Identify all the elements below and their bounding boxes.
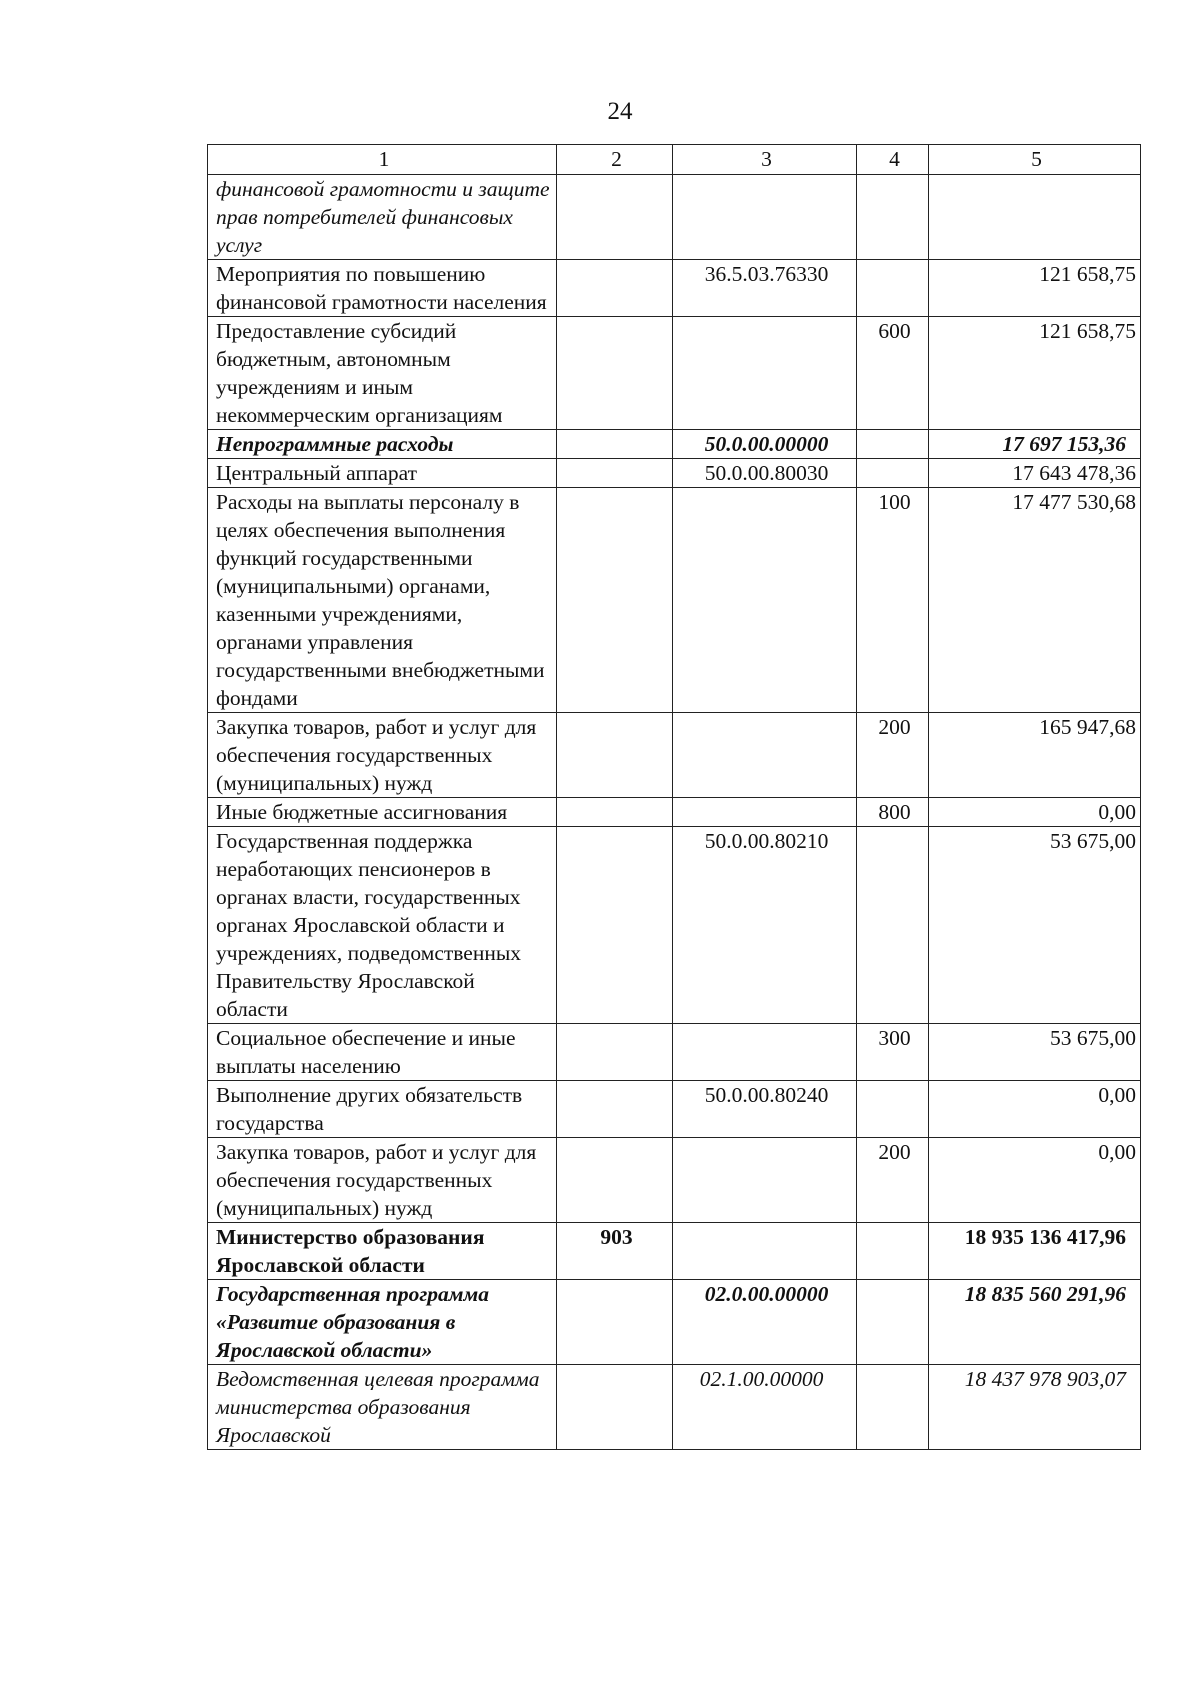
table-row [208, 459, 1141, 488]
row-code-cell [673, 317, 857, 430]
row-name-cell: Закупка товаров, работ и услуг для обеспечения государственных (муниципальных) нужд [208, 1138, 557, 1223]
row-name-cell: Иные бюджетные ассигнования [208, 798, 557, 827]
row-expense-type-cell [857, 1365, 929, 1450]
row-department-cell [557, 798, 673, 827]
row-code-cell [673, 488, 857, 713]
row-code-cell [673, 798, 857, 827]
table-row [208, 1081, 1141, 1138]
row-name-cell: Государственная поддержка неработающих пенсионеров в органах власти, государственных органах Ярославской области и учреждениях, подведомственных Правительству Ярославской области [208, 827, 557, 1024]
header-row [208, 145, 1141, 175]
row-name-cell: Расходы на выплаты персоналу в целях обеспечения выполнения функций государственными (муниципальными) органами, казенными учреждениями, органами управления государственными внебюджетными фондами [208, 488, 557, 713]
row-expense-type-cell [857, 1223, 929, 1280]
row-name-cell: Ведомственная целевая программа министерства образования Ярославской [208, 1365, 557, 1450]
row-amount-cell: 18 437 978 903,07 [929, 1365, 1141, 1450]
column-header-1: 1 [208, 145, 557, 175]
row-department-cell [557, 1365, 673, 1450]
row-name-cell: Центральный аппарат [208, 459, 557, 488]
table-body [208, 175, 1141, 1450]
row-expense-type-cell [857, 430, 929, 459]
row-code-cell: 36.5.03.76330 [673, 260, 857, 317]
row-expense-type-cell: 600 [857, 317, 929, 430]
table-row [208, 798, 1141, 827]
table-row [208, 488, 1141, 713]
column-header-5: 5 [929, 145, 1141, 175]
row-code-cell: 50.0.00.80210 [673, 827, 857, 1024]
row-expense-type-cell [857, 459, 929, 488]
row-name-cell: Выполнение других обязательств государства [208, 1081, 557, 1138]
table-row [208, 713, 1141, 798]
table-row [208, 1024, 1141, 1081]
row-department-cell [557, 260, 673, 317]
row-department-cell: 903 [557, 1223, 673, 1280]
row-name-cell: Непрограммные расходы [208, 430, 557, 459]
row-amount-cell: 17 697 153,36 [929, 430, 1141, 459]
column-header-4: 4 [857, 145, 929, 175]
row-department-cell [557, 488, 673, 713]
row-department-cell [557, 1280, 673, 1365]
row-department-cell [557, 459, 673, 488]
row-expense-type-cell [857, 260, 929, 317]
row-code-cell: 50.0.00.80240 [673, 1081, 857, 1138]
row-name-cell: Предоставление субсидий бюджетным, автономным учреждениям и иным некоммерческим организациям [208, 317, 557, 430]
table-row [208, 260, 1141, 317]
row-amount-cell: 0,00 [929, 798, 1141, 827]
table-row [208, 430, 1141, 459]
row-expense-type-cell: 300 [857, 1024, 929, 1081]
row-name-cell: Закупка товаров, работ и услуг для обеспечения государственных (муниципальных) нужд [208, 713, 557, 798]
row-department-cell [557, 1081, 673, 1138]
row-expense-type-cell [857, 175, 929, 260]
row-amount-cell: 53 675,00 [929, 827, 1141, 1024]
row-amount-cell: 18 935 136 417,96 [929, 1223, 1141, 1280]
row-amount-cell [929, 175, 1141, 260]
row-amount-cell: 18 835 560 291,96 [929, 1280, 1141, 1365]
row-amount-cell: 17 477 530,68 [929, 488, 1141, 713]
row-department-cell [557, 175, 673, 260]
row-expense-type-cell [857, 827, 929, 1024]
row-expense-type-cell [857, 1081, 929, 1138]
row-amount-cell: 0,00 [929, 1138, 1141, 1223]
row-amount-cell: 121 658,75 [929, 260, 1141, 317]
row-department-cell [557, 317, 673, 430]
row-department-cell [557, 713, 673, 798]
table-row [208, 1223, 1141, 1280]
row-code-cell [673, 1138, 857, 1223]
row-expense-type-cell: 800 [857, 798, 929, 827]
table-row [208, 827, 1141, 1024]
row-code-cell [673, 713, 857, 798]
column-header-2: 2 [557, 145, 673, 175]
table-row [208, 1365, 1141, 1450]
table-row [208, 1280, 1141, 1365]
row-expense-type-cell: 200 [857, 713, 929, 798]
row-expense-type-cell [857, 1280, 929, 1365]
row-amount-cell: 53 675,00 [929, 1024, 1141, 1081]
row-code-cell: 02.0.00.00000 [673, 1280, 857, 1365]
row-name-cell: финансовой грамотности и защите прав потребителей финансовых услуг [208, 175, 557, 260]
column-header-3: 3 [673, 145, 857, 175]
row-code-cell: 50.0.00.80030 [673, 459, 857, 488]
table-row [208, 317, 1141, 430]
row-name-cell: Министерство образования Ярославской области [208, 1223, 557, 1280]
table-row [208, 175, 1141, 260]
row-department-cell [557, 430, 673, 459]
row-department-cell [557, 827, 673, 1024]
budget-table [207, 144, 1141, 1450]
row-amount-cell: 17 643 478,36 [929, 459, 1141, 488]
row-name-cell: Государственная программа «Развитие образования в Ярославской области» [208, 1280, 557, 1365]
row-code-cell: 50.0.00.00000 [673, 430, 857, 459]
row-code-cell [673, 1024, 857, 1081]
row-department-cell [557, 1138, 673, 1223]
row-code-cell: 02.1.00.00000 [673, 1365, 857, 1450]
row-amount-cell: 0,00 [929, 1081, 1141, 1138]
row-name-cell: Мероприятия по повышению финансовой грамотности населения [208, 260, 557, 317]
row-name-cell: Социальное обеспечение и иные выплаты населению [208, 1024, 557, 1081]
row-amount-cell: 165 947,68 [929, 713, 1141, 798]
table-row [208, 1138, 1141, 1223]
row-amount-cell: 121 658,75 [929, 317, 1141, 430]
row-code-cell [673, 175, 857, 260]
row-department-cell [557, 1024, 673, 1081]
row-code-cell [673, 1223, 857, 1280]
row-expense-type-cell: 200 [857, 1138, 929, 1223]
row-expense-type-cell: 100 [857, 488, 929, 713]
page-number: 24 [607, 98, 633, 125]
